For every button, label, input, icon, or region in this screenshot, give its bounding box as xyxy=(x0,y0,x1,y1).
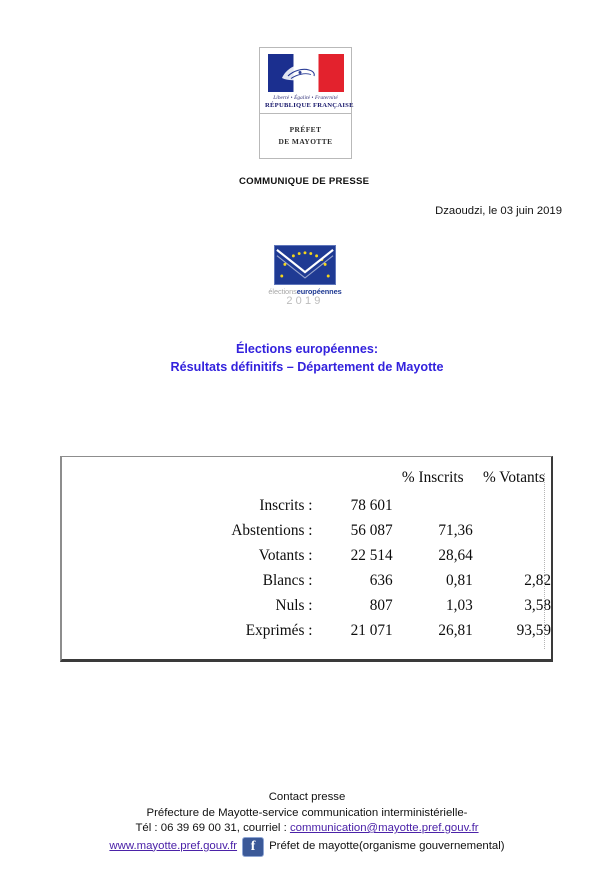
cell-pct_votants xyxy=(473,543,551,568)
header-pct-inscrits: % Inscrits xyxy=(401,469,464,486)
table-row xyxy=(62,489,551,518)
header-count xyxy=(313,457,393,489)
cell-label: Inscrits : xyxy=(259,496,313,514)
prefet-line-2: DE MAYOTTE xyxy=(278,137,333,146)
facebook-icon[interactable]: f xyxy=(242,837,264,857)
cell-pct_inscrits: 1,03 xyxy=(446,596,473,614)
footer-line-service: Préfecture de Mayotte-service communication interministérielle- xyxy=(146,806,468,819)
prefet-line-1: PRÉFET xyxy=(289,125,322,134)
cell-count: 56 087 xyxy=(350,521,393,539)
cell-label: Blancs : xyxy=(262,571,313,589)
header-pct-votants: % Votants xyxy=(482,469,545,486)
table-row xyxy=(62,618,551,643)
eu-caption-europeennes: européennes xyxy=(296,287,342,296)
cell-pct_inscrits: 71,36 xyxy=(438,521,473,539)
logo-top-section xyxy=(260,48,354,114)
results-table-head xyxy=(62,457,551,489)
footer-tel-text: Tél : 06 39 69 00 31, courriel : xyxy=(135,822,290,834)
table-row xyxy=(62,593,551,618)
republique-francaise-text: RÉPUBLIQUE FRANÇAISE xyxy=(265,102,354,109)
cell-pct_inscrits: 0,81 xyxy=(446,571,473,589)
dateline: Dzaoudzi, le 03 juin 2019 xyxy=(435,205,562,217)
page-title-line-1: Élections européennes: xyxy=(235,342,379,356)
eu-logo-year: 2019 xyxy=(286,295,324,307)
table-row xyxy=(62,518,551,543)
cell-pct_inscrits: 28,64 xyxy=(438,546,473,564)
cell-count: 78 601 xyxy=(350,496,393,514)
results-table-container xyxy=(60,456,553,662)
header-label xyxy=(62,457,313,489)
footer-line-tel xyxy=(0,821,614,837)
cell-pct_votants xyxy=(473,518,551,543)
cell-label: Nuls : xyxy=(275,596,313,614)
results-table xyxy=(62,457,551,643)
footer-line-social xyxy=(0,837,614,857)
page-title xyxy=(0,340,614,376)
cell-pct_votants: 2,82 xyxy=(524,571,551,589)
cell-pct_votants xyxy=(473,489,551,518)
cell-count: 21 071 xyxy=(350,621,393,639)
results-table-body xyxy=(62,489,551,643)
eu-caption-elections: élections xyxy=(268,287,297,296)
french-flag-icon xyxy=(268,54,344,92)
eu-flag-icon xyxy=(274,245,336,285)
communique-heading: COMMUNIQUE DE PRESSE xyxy=(239,176,370,187)
marianne-profile-icon xyxy=(278,60,330,86)
table-header-row xyxy=(62,457,551,489)
cell-pct_inscrits xyxy=(393,489,473,518)
footer xyxy=(0,790,614,857)
cell-pct_votants: 93,59 xyxy=(516,621,551,639)
eu-envelope-chevron-icon xyxy=(275,246,335,285)
cell-label: Votants : xyxy=(258,546,313,564)
republique-francaise-logo-block xyxy=(259,47,352,159)
cell-count: 636 xyxy=(369,571,393,589)
website-link[interactable]: www.mayotte.pref.gouv.fr xyxy=(109,839,238,852)
cell-label: Abstentions : xyxy=(231,521,313,539)
european-elections-logo xyxy=(260,245,350,307)
cell-pct_votants: 3,58 xyxy=(524,596,551,614)
facebook-page-label: Préfet de mayotte(organisme gouvernemental) xyxy=(269,839,505,852)
devise-text: Liberté • Égalité • Fraternité xyxy=(273,95,338,101)
prefet-section xyxy=(260,114,351,158)
email-link[interactable]: communication@mayotte.pref.gouv.fr xyxy=(289,822,479,834)
cell-label: Exprimés : xyxy=(245,621,313,639)
cell-count: 22 514 xyxy=(350,546,393,564)
footer-line-contact: Contact presse xyxy=(268,791,346,803)
table-row xyxy=(62,543,551,568)
cell-count: 807 xyxy=(369,596,393,614)
cell-pct_inscrits: 26,81 xyxy=(438,621,473,639)
page-title-line-2: Résultats définitifs – Département de Mayotte xyxy=(170,360,444,374)
table-row xyxy=(62,568,551,593)
